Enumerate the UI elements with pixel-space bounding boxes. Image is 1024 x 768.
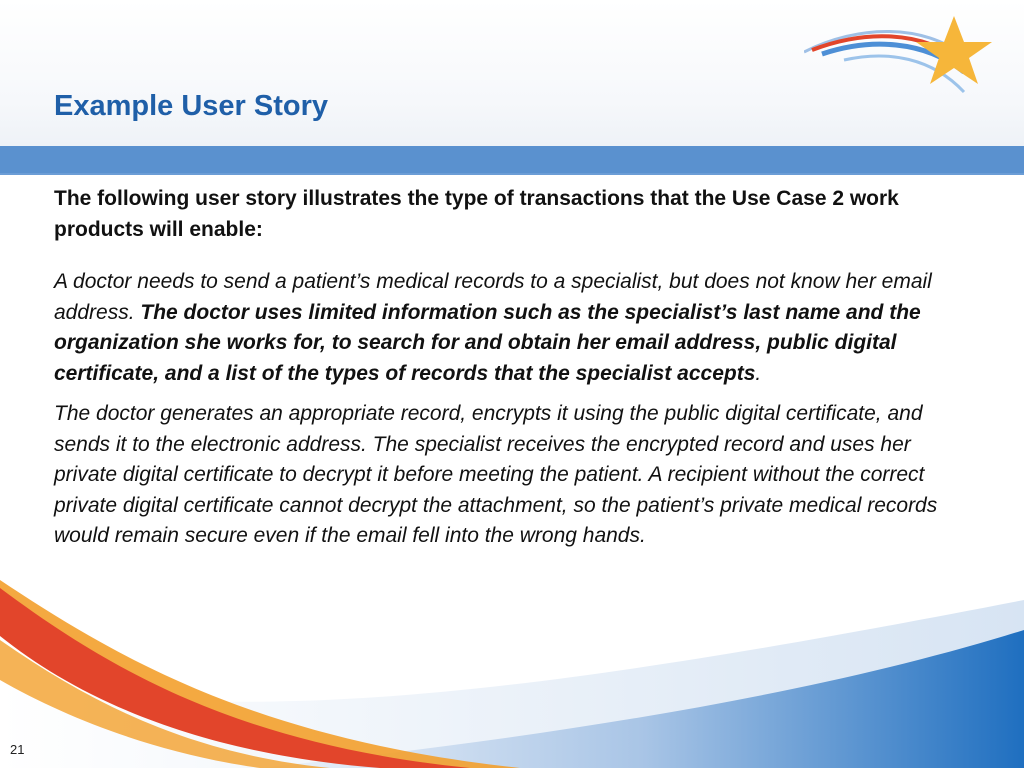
story-paragraph-1-lead: A doctor needs to send a patient’s medical records to a specialist, but does not know her email address. <box>54 270 932 324</box>
slide-number: 21 <box>10 742 25 757</box>
story-paragraph-1-tail: . <box>755 361 762 385</box>
story-paragraph-1 <box>54 267 954 389</box>
slide-body <box>54 184 954 562</box>
color-swoosh <box>0 540 1024 768</box>
page-title: Example User Story <box>54 90 329 122</box>
intro-text: The following user story illustrates the type of transactions that the Use Case 2 work products will enable: <box>54 187 899 241</box>
story-paragraph-2: The doctor generates an appropriate record, encrypts it using the public digital certificate, and sends it to the electronic address. The specialist receives the encrypted record and uses her private digital certificate to decrypt it before meeting the patient. A recipient without the correct private digital certificate cannot decrypt the attachment, so the patient’s private medical records would remain secure even if the email fell into the wrong hands. <box>54 402 938 547</box>
star-swoosh-logo-icon <box>804 14 994 106</box>
story-paragraph-1-emphasis: The doctor uses limited information such as the specialist’s last name and the organization she works for, to search for and obtain her email address, public digital certificate, and a list of the types of records that the specialist accepts <box>54 300 921 385</box>
header-divider-bar <box>0 146 1024 175</box>
